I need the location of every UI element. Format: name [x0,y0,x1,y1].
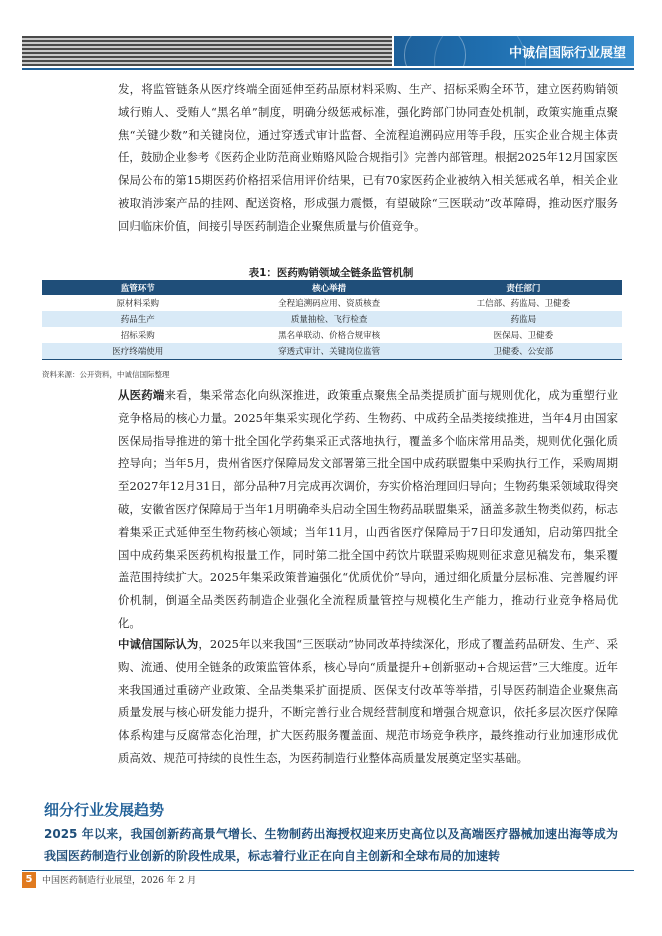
table-row [42,295,622,311]
table-cell: 药品生产 [42,311,233,327]
table-source: 资料来源：公开资料，中诚信国际整理 [42,370,170,379]
header-band [394,36,634,66]
table-cell: 医保局、卫健委 [493,331,554,341]
table-cell: 全程追溯码应用、资质核查 [278,299,381,309]
table-header-cell: 核心举措 [233,280,424,295]
regulation-table [42,280,622,360]
footer-text: 中国医药制造行业展望，2026 年 2 月 [42,876,197,886]
table-header-cell: 监管环节 [42,280,233,295]
header-stripes [22,36,392,66]
table-cell: 工信部、药监局、卫健委 [476,299,571,309]
paragraph-lead: 从医药端 [118,388,165,402]
header-title: 中诚信国际行业展望 [508,46,626,61]
section-title: 细分行业发展趋势 [44,801,165,819]
paragraph-body: ，2025年以来我国“三医联动”协同改革持续深化，形成了覆盖药品研发、生产、采购、流通、使用全链条的政策监管体系，核心导向“质量提升+创新驱动+合规运营”三大维度。近年来我国通过重磅产业政策、全品类集采扩面提质、医保支付改革等举措，引导医药制造企业聚焦高质量发展与核心研发能力提升，不断完善行业合规经营制度和增强合规意识，依托多层次医疗保障体系构建与反腐常态化治理，扩大医药服务覆盖面、规范市场竞争秩序，最终推动行业加速形成优质高效、规范可持续的良性生态，为医药制造行业整体高质量发展奠定坚实基础。 [118,637,618,765]
table-cell: 药监局 [425,311,622,327]
table-cell: 卫健委、公安部 [425,343,622,360]
table-cell: 招标采购 [120,331,155,341]
table-header-cell: 责任部门 [425,280,622,295]
header-divider [22,68,634,70]
paragraph-outlook [118,633,618,770]
table-cell: 穿透式审计、关键岗位监管 [233,343,424,360]
paragraph-procurement [118,384,618,635]
paragraph-lead: 中诚信国际认为 [118,637,199,651]
paragraph-regulation: 发，将监管链条从医疗终端全面延伸至药品原材料采购、生产、招标采购全环节，建立医药购销领域行贿人、受贿人“黑名单”制度，明确分级惩戒标准，强化跨部门协同查处机制，政策实施重点聚焦“关键少数”和关键岗位，通过穿透式审计监督、全流程追溯码应用等手段，压实企业合规主体责任，鼓励企业参考《医药企业防范商业贿赂风险合规指引》完善内部管理。根据2025年12月国家医保局公布的第15期医药价格招采信用评价结果，已有70家医药企业被纳入相关惩戒名单，相关企业被取消涉案产品的挂网、配送资格，形成强力震慑，有望破除“三医联动”改革障碍，推动医疗服务回归临床价值，间接引导医药制造企业聚焦质量与价值竞争。 [118,82,618,233]
table-cell: 质量抽检、飞行检查 [233,311,424,327]
table-row [42,343,622,360]
page-number: 5 [22,872,36,888]
table-cell: 黑名单联动、价格合规审核 [278,331,381,341]
table-caption: 表1：医药购销领域全链条监管机制 [248,267,414,279]
footer-divider [22,870,634,871]
table-header-row [42,280,622,295]
paragraph-body: 来看，集采常态化向纵深推进，政策重点聚焦全品类提质扩面与规则优化，成为重塑行业竞争格局的核心力量。2025年集采实现化学药、生物药、中成药全品类接续推进，当年4月由国家医保局指导推进的第十批全国化学药集采正式落地执行，覆盖多个临床常用品类，规则优化强化质控导向；当年5月，贵州省医疗保障局发文部署第三批全国中成药联盟集中采购执行工作，采购周期至2027年12月31日，部分品种7月完成再次调价，夯实价格治理回归导向；生物药集采领域取得突破，安徽省医疗保障局于当年1月明确牵头启动全国生物药品联盟集采，涵盖多款生物类似药，标志着集采正式延伸至生物药核心领域；当年11月，山西省医疗保障局于7日印发通知，启动第四批全国中成药集采医药机构报量工作，同时第二批全国中药饮片联盟采购规则征求意见稿发布，集采覆盖范围持续扩大。2025年集采政策普遍强化“优质优价”导向，通过细化质量分层标准、完善履约评价机制，倒逼全品类医药制造企业强化全流程质量管控与规模化生产能力，推动行业竞争格局优化。 [118,388,618,630]
table-row [42,311,622,327]
table-cell: 医疗终端使用 [42,343,233,360]
table-row [42,327,622,343]
table-cell: 原材料采购 [116,299,159,309]
page-header [22,36,634,68]
section-lead: 2025 年以来，我国创新药高景气增长、生物制药出海授权迎来历史高位以及高端医疗器械加速出海等成为我国医药制造行业创新的阶段性成果，标志着行业正在向自主创新和全球布局的加速转 [44,827,618,863]
